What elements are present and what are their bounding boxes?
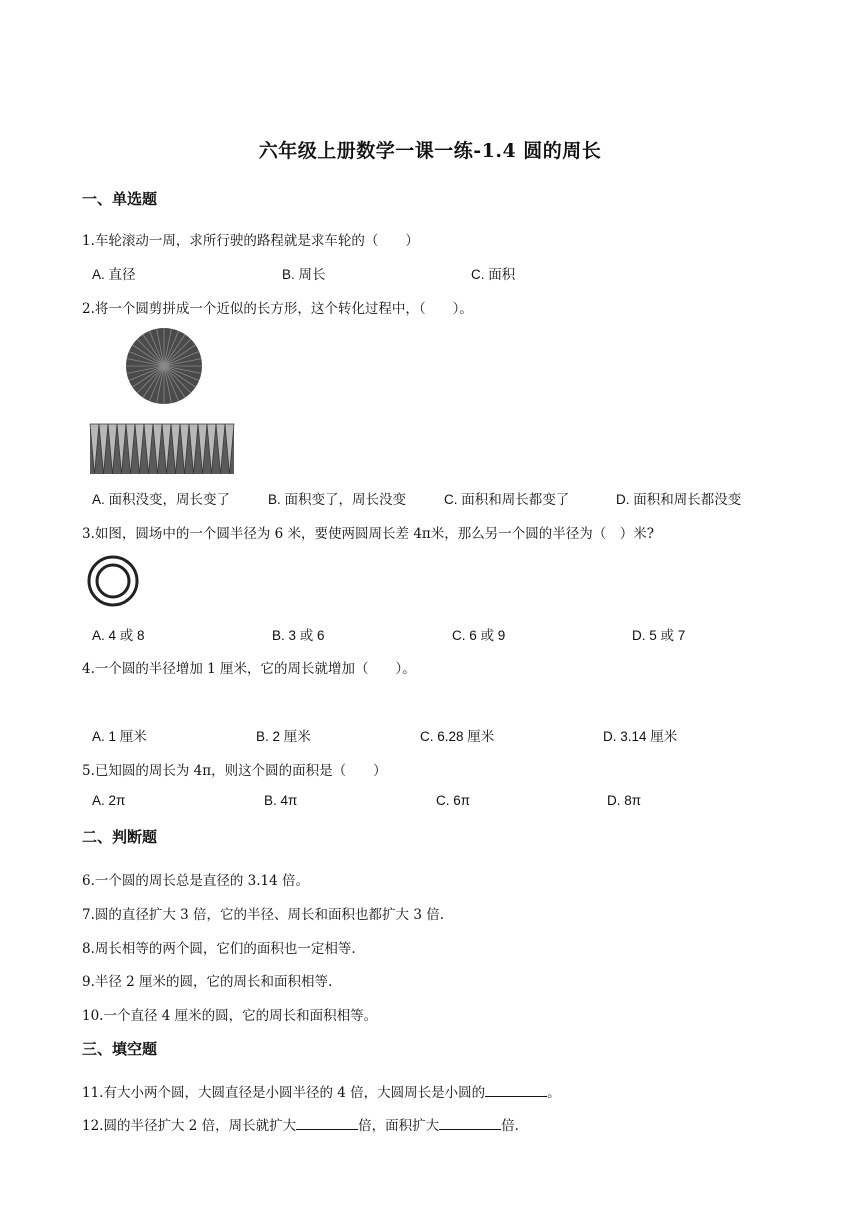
question-7: 7.圆的直径扩大 3 倍，它的半径、周长和面积也都扩大 3 倍. <box>82 907 445 923</box>
question-2: 2.将一个圆剪拼成一个近似的长方形，这个转化过程中，（ ）。 <box>82 301 473 317</box>
question-1-option-a[interactable]: A. 直径 <box>92 267 136 282</box>
question-2-option-d[interactable]: D. 面积和周长都没变 <box>616 492 742 507</box>
question-5-option-a[interactable]: A. 2π <box>92 793 126 808</box>
question-8: 8.周长相等的两个圆，它们的面积也一定相等. <box>82 941 356 957</box>
circle-to-rectangle-figure <box>88 326 236 476</box>
question-4-option-b[interactable]: B. 2 厘米 <box>256 729 311 744</box>
section-heading-true-false: 二、判断题 <box>82 828 158 846</box>
question-11 <box>82 1081 561 1101</box>
question-5: 5.已知圆的周长为 4π，则这个圆的面积是（ ） <box>82 763 387 779</box>
question-3-option-c[interactable]: C. 6 或 9 <box>452 628 506 643</box>
question-10: 10.一个直径 4 厘米的圆，它的周长和面积相等。 <box>82 1008 378 1024</box>
page-title: 六年级上册数学一课一练-1.4 圆的周长 <box>258 140 602 162</box>
question-12-end: 倍. <box>501 1118 519 1134</box>
question-2-option-a[interactable]: A. 面积没变，周长变了 <box>92 492 231 507</box>
question-9: 9.半径 2 厘米的圆，它的周长和面积相等. <box>82 974 333 990</box>
section-heading-fill-blank: 三、填空题 <box>82 1040 158 1058</box>
question-5-option-b[interactable]: B. 4π <box>264 793 298 808</box>
answer-blank[interactable] <box>296 1116 358 1131</box>
question-11-end: 。 <box>547 1085 561 1101</box>
question-3: 3.如图，圆场中的一个圆半径为 6 米，要使两圆周长差 4π米，那么另一个圆的半径为（ ）米? <box>82 526 655 542</box>
question-12-text: 12.圆的半径扩大 2 倍，周长就扩大 <box>82 1118 297 1134</box>
question-3-option-a[interactable]: A. 4 或 8 <box>92 628 145 643</box>
answer-blank[interactable] <box>439 1116 501 1131</box>
question-5-option-c[interactable]: C. 6π <box>436 793 471 808</box>
question-4-option-d[interactable]: D. 3.14 厘米 <box>603 729 678 744</box>
question-4-option-a[interactable]: A. 1 厘米 <box>92 729 147 744</box>
question-5-option-d[interactable]: D. 8π <box>607 793 642 808</box>
question-12 <box>82 1114 519 1134</box>
question-1-option-b[interactable]: B. 周长 <box>282 267 326 282</box>
question-11-text: 11.有大小两个圆，大圆直径是小圆半径的 4 倍，大圆周长是小圆的 <box>82 1085 486 1101</box>
question-2-option-c[interactable]: C. 面积和周长都变了 <box>444 492 570 507</box>
question-3-option-b[interactable]: B. 3 或 6 <box>272 628 325 643</box>
question-3-option-d[interactable]: D. 5 或 7 <box>632 628 686 643</box>
section-heading-single-choice: 一、单选题 <box>82 190 158 208</box>
question-1: 1.车轮滚动一周，求所行驶的路程就是求车轮的（ ） <box>82 233 419 249</box>
concentric-circles-figure <box>86 554 140 608</box>
question-6: 6.一个圆的周长总是直径的 3.14 倍。 <box>82 873 310 889</box>
question-1-option-c[interactable]: C. 面积 <box>471 267 516 282</box>
question-4: 4.一个圆的半径增加 1 厘米，它的周长就增加（ ）。 <box>82 661 416 677</box>
question-4-option-c[interactable]: C. 6.28 厘米 <box>420 729 495 744</box>
question-12-text-middle: 倍，面积扩大 <box>358 1118 440 1134</box>
question-2-option-b[interactable]: B. 面积变了，周长没变 <box>268 492 407 507</box>
answer-blank[interactable] <box>485 1083 547 1098</box>
